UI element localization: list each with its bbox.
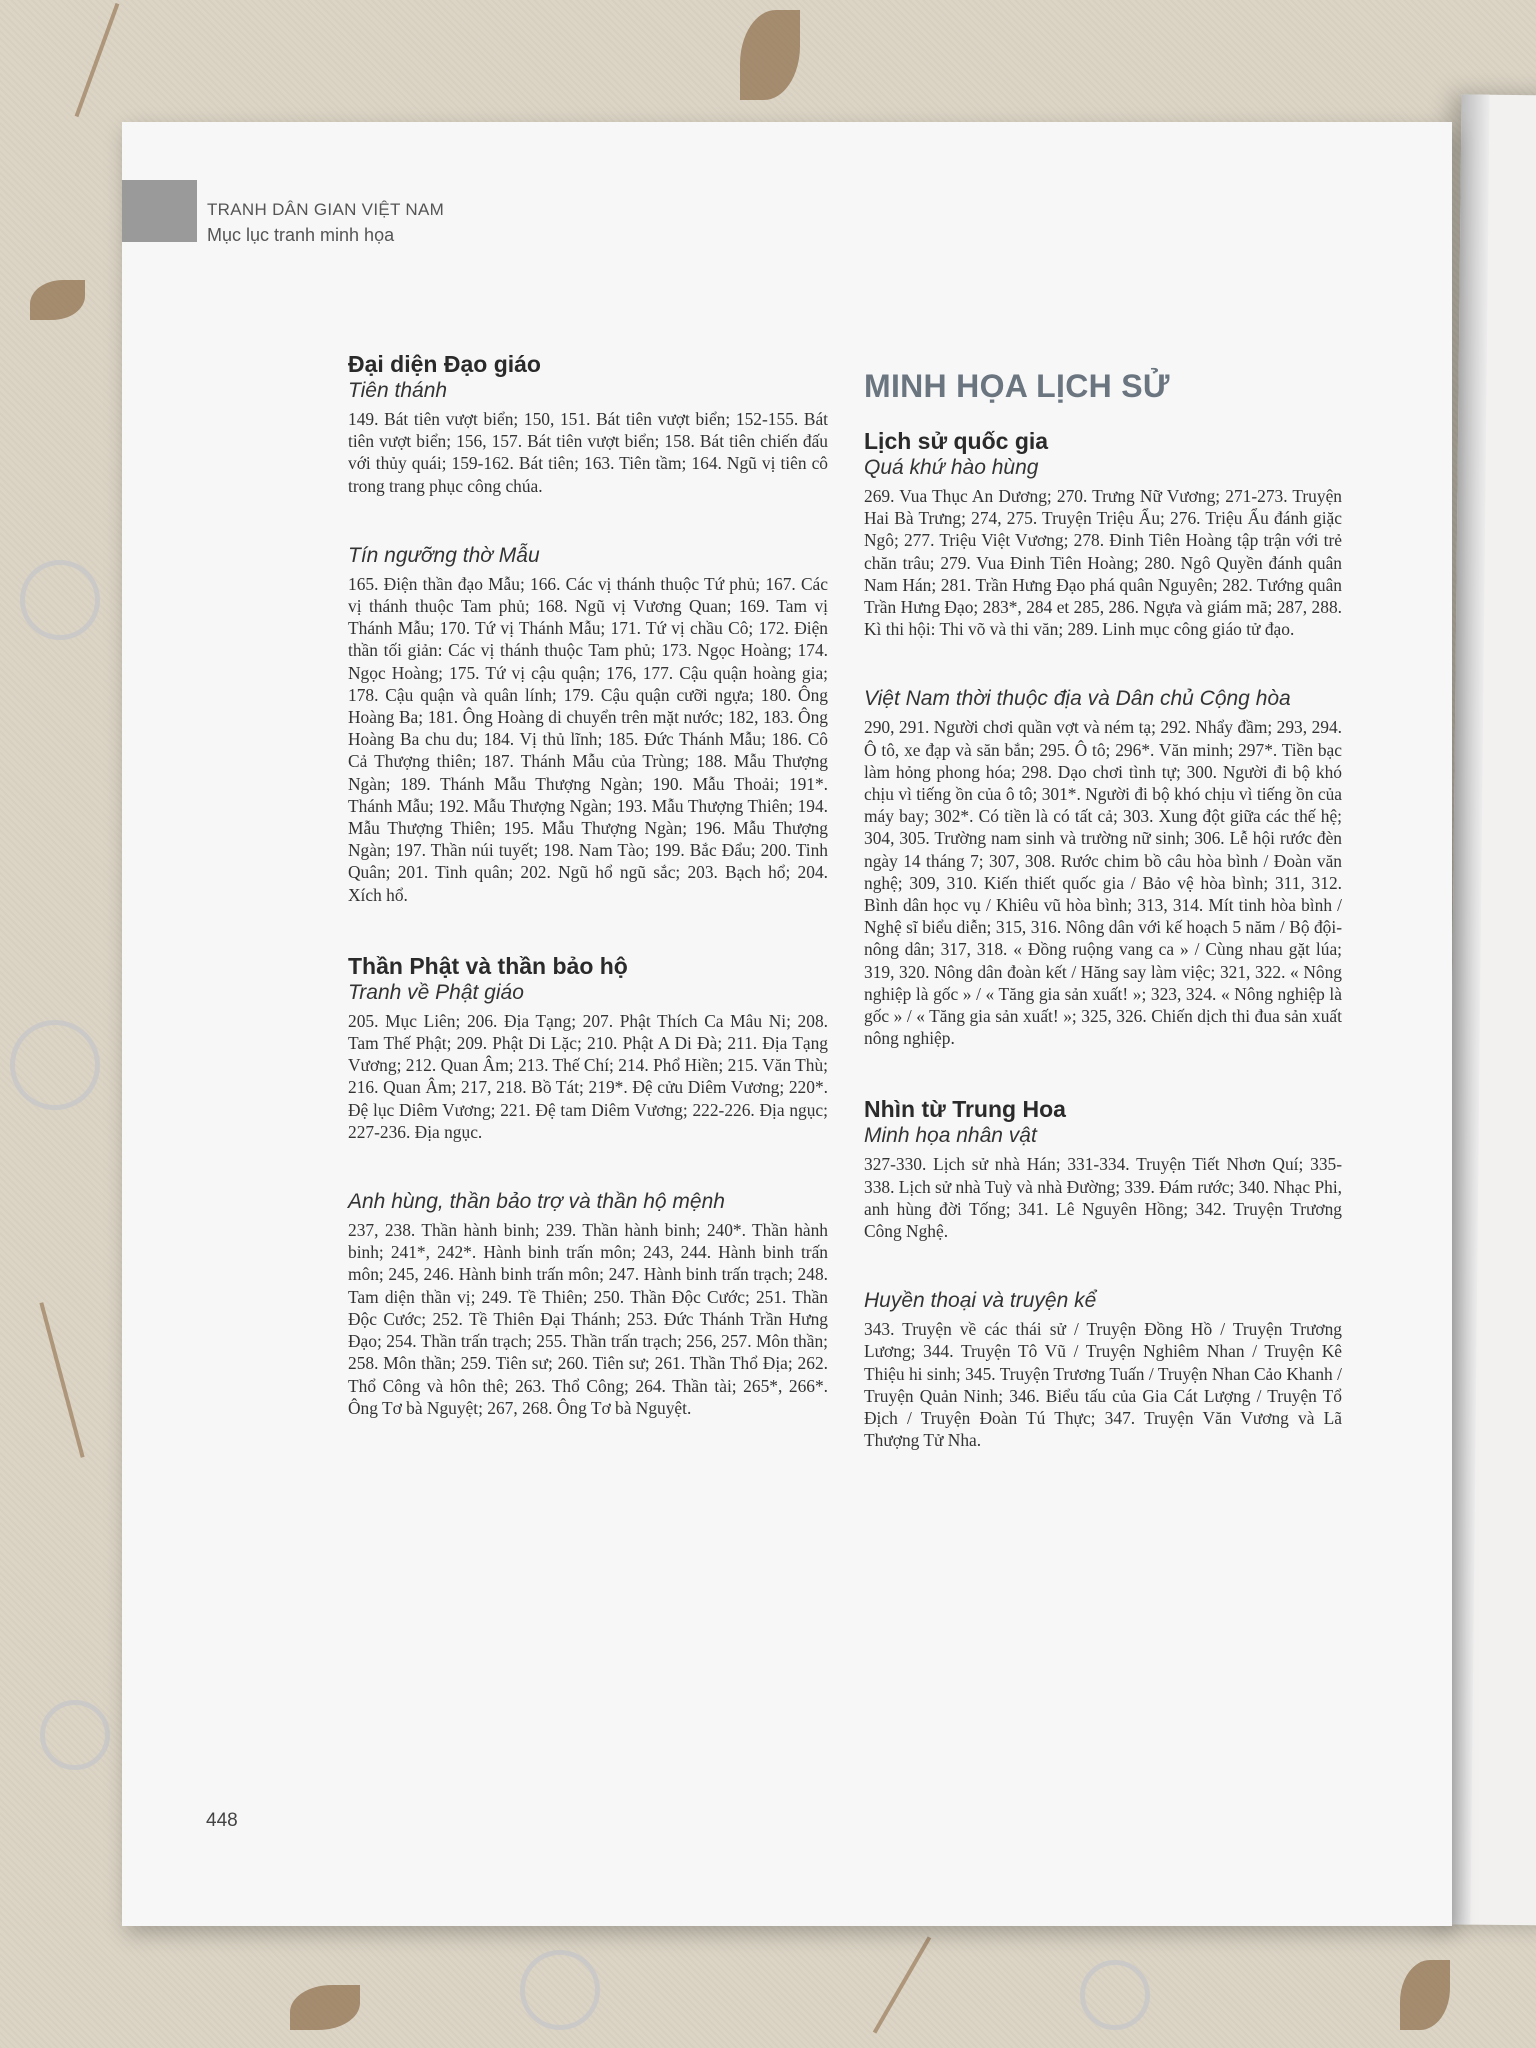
book-page: [122, 122, 1452, 1926]
flower-pattern: [40, 1700, 110, 1770]
section-subtitle: Huyền thoại và truyện kể: [864, 1289, 1097, 1313]
section-body: 327-330. Lịch sử nhà Hán; 331-334. Truyện Tiết Nhơn Quí; 335-338. Lịch sử nhà Tuỳ và nhà Đường; 339. Đám rước; 340. Nhạc Phi, anh hùng đời Tống; 341. Lê Nguyên Hồng; 342. Truyện Trương Công Nghệ.: [864, 1154, 1343, 1242]
page-number: 448: [206, 1810, 238, 1831]
section-subtitle: Quá khứ hào hùng: [864, 456, 1039, 479]
section-subtitle: Việt Nam thời thuộc địa và Dân chủ Cộng hòa: [864, 687, 1291, 711]
section-than-phat: [348, 952, 828, 1143]
section-subtitle: Anh hùng, thần bảo trợ và thần hộ mệnh: [348, 1190, 725, 1214]
stem-pattern: [39, 1302, 84, 1458]
section-huyen-thoai: [864, 1288, 1342, 1451]
section-subtitle: Tín ngưỡng thờ Mẫu: [348, 543, 540, 567]
section-body: 149. Bát tiên vượt biển; 150, 151. Bát tiên vượt biển; 152-155. Bát tiên vượt biển; 156, 157. Bát tiên vượt biển; 158. Bát tiên chiến đấu với thủy quái; 159-162. Bát tiên; 163. Tiên tầm; 164. Ngũ vị tiên cô trong trang phục công chúa.: [348, 409, 828, 496]
flower-pattern: [1080, 1960, 1150, 2030]
running-header-title: TRANH DÂN GIAN VIỆT NAM: [207, 200, 445, 219]
leaf-pattern: [30, 280, 85, 320]
flower-pattern: [10, 1020, 100, 1110]
running-header-subtitle: Mục lục tranh minh họa: [207, 225, 395, 245]
leaf-pattern: [1400, 1960, 1450, 2030]
stem-pattern: [75, 3, 120, 117]
section-body: 205. Mục Liên; 206. Địa Tạng; 207. Phật Thích Ca Mâu Ni; 208. Tam Thế Phật; 209. Phật Di Lặc; 210. Phật A Di Đà; 211. Địa Tạng Vương; 212. Quan Âm; 213. Thế Chí; 214. Phổ Hiền; 215. Văn Thù; 216. Quan Âm; 217, 218. Bồ Tát; 219*. Đệ cửu Diêm Vương; 220*. Đệ lục Diêm Vương; 221. Đệ tam Diêm Vương; 222-226. Địa ngục; 227-236. Địa ngục.: [348, 1010, 828, 1142]
section-body: 269. Vua Thục An Dương; 270. Trưng Nữ Vương; 271-273. Truyện Hai Bà Trưng; 274, 275. Truyện Triệu Ẩu; 276. Triệu Ẩu đánh giặc Ngô; 277. Triệu Việt Vương; 278. Đinh Tiên Hoàng tập trận với trẻ chăn trâu; 279. Vua Đinh Tiên Hoàng; 280. Ngô Quyền đánh quân Nam Hán; 281. Trần Hưng Đạo phá quân Nguyên; 282. Tướng quân Trần Hưng Đạo; 283*, 284 et 285, 286. Ngựa và giám mã; 287, 288. Kì thi hội: Thi võ và thi văn; 289. Linh mục công giáo tử đạo.: [864, 486, 1342, 640]
stem-pattern: [873, 1936, 931, 2033]
section-nhin-tu-trung-hoa: [864, 1095, 1342, 1242]
section-tin-nguong-tho-mau: [348, 543, 828, 906]
left-column: [348, 350, 828, 1465]
section-title: Lịch sử quốc gia: [864, 428, 1049, 454]
section-subtitle: Tranh về Phật giáo: [348, 980, 524, 1004]
chapter-heading: MINH HỌA LỊCH SỬ: [864, 368, 1170, 404]
flower-pattern: [20, 560, 100, 640]
section-title: Thần Phật và thần bảo hộ: [348, 952, 628, 979]
section-subtitle: Minh họa nhân vật: [864, 1124, 1037, 1148]
flower-pattern: [520, 1950, 600, 2030]
section-body: 165. Điện thần đạo Mẫu; 166. Các vị thánh thuộc Tứ phủ; 167. Các vị thánh thuộc Tam phủ; 168. Ngũ vị Vương Quan; 169. Tam vị Thánh Mẫu; 170. Tứ vị Thánh Mẫu; 171. Tứ vị chầu Cô; 172. Điện thần tối giản: Các vị thánh thuộc Tam phủ; 173. Ngọc Hoàng; 174. Ngọc Hoàng; 175. Tứ vị cậu quận; 176, 177. Cậu quận hoàng gia; 178. Cậu quận và quân lính; 179. Cậu quận cưỡi ngựa; 180. Ông Hoàng Ba; 181. Ông Hoàng di chuyển trên mặt nước; 182, 183. Ông Hoàng Ba chu du; 184. Vị thủ lĩnh; 185. Đức Thánh Mẫu; 186. Cô Cả Thượng thiên; 187. Thánh Mẫu của Trùng; 188. Mẫu Thượng Ngàn; 189. Thánh Mẫu Thượng Ngàn; 190. Mẫu Thoải; 191*. Thánh Mẫu; 192. Mẫu Thượng Ngàn; 193. Mẫu Thượng Thiên; 194. Mẫu Thượng Thiên; 195. Mẫu Thượng Ngàn; 196. Mẫu Thượng Ngàn; 197. Thần núi tuyết; 198. Nam Tào; 199. Bắc Đẩu; 200. Tinh Quân; 201. Tinh quân; 202. Ngũ hổ ngũ sắc; 203. Bạch hổ; 204. Xích hổ.: [348, 573, 828, 905]
leaf-pattern: [740, 10, 800, 100]
right-column: [864, 350, 1342, 1498]
section-viet-nam-thuoc-dia: [864, 686, 1342, 1049]
section-title: Nhìn từ Trung Hoa: [864, 1096, 1066, 1123]
section-title: Đại diện Đạo giáo: [348, 351, 541, 377]
section-body: 343. Truyện về các thái sử / Truyện Đồng Hồ / Truyện Trương Lương; 344. Truyện Tô Vũ / Truyện Nghiêm Nhan / Truyện Kê Thiệu hi sinh; 345. Truyện Trương Tuấn / Truyện Nhan Cảo Khanh / Truyện Quản Ninh; 346. Biểu tấu của Gia Cát Lượng / Truyện Tổ Địch / Truyện Đoàn Tú Thực; 347. Truyện Văn Vương và Lã Thượng Tử Nha.: [864, 1319, 1342, 1451]
section-lich-su-quoc-gia: [864, 427, 1342, 640]
header-block: [122, 180, 197, 242]
section-body: 290, 291. Người chơi quần vợt và ném tạ; 292. Nhẩy đầm; 293, 294. Ô tô, xe đạp và săn bắn; 295. Ô tô; 296*. Văn minh; 297*. Tiền bạc làm hỏng phong hóa; 298. Dạo chơi tình tự; 300. Người đi bộ khó chịu vì tiếng ồn của ô tô; 301*. Người đi bộ khó chịu vì tiếng ồn của máy bay; 302*. Có tiền là có tất cả; 303. Xung đột giữa các thế hệ; 304, 305. Trường nam sinh và trường nữ sinh; 306. Lễ hội rước đèn ngày 14 tháng 7; 307, 308. Rước chim bồ câu hòa bình / Đoàn văn nghệ; 309, 310. Kiến thiết quốc gia / Bảo vệ hòa bình; 311, 312. Bình dân học vụ / Khiêu vũ hòa bình; 313, 314. Mít tinh hòa bình / Nghệ sĩ biểu diễn; 315, 316. Nông dân với kế hoạch 5 năm / Bộ đội-nông dân; 317, 318. « Đồng ruộng vang ca » / Cùng nhau gặt lúa; 319, 320. Nông dân đoàn kết / Hăng say làm việc; 321, 322. « Nông nghiệp là gốc » / « Tăng gia sản xuất! »; 323, 324. « Nông nghiệp là gốc » / « Tăng gia sản xuất! »; 325, 326. Chiến dịch thi đua sản xuất nông nghiệp.: [864, 717, 1342, 1049]
leaf-pattern: [290, 1985, 360, 2030]
section-dai-dien-dao-giao: [348, 350, 828, 497]
section-anh-hung: [348, 1189, 828, 1419]
section-subtitle: Tiên thánh: [348, 379, 448, 402]
section-body: 237, 238. Thần hành binh; 239. Thần hành binh; 240*. Thần hành binh; 241*, 242*. Hành binh trấn môn; 243, 244. Hành binh trấn môn; 245, 246. Hành binh trấn môn; 247. Hành binh trấn trạch; 248. Tam diện thần vị; 249. Tề Thiên; 250. Thần Độc Cước; 251. Thần Độc Cước; 252. Tề Thiên Đại Thánh; 253. Đức Thánh Trần Hưng Đạo; 254. Thần trấn trạch; 255. Thần trấn trạch; 256, 257. Môn thần; 258. Môn thần; 259. Tiên sư; 260. Tiên sư; 261. Thần Thổ Địa; 262. Thổ Công và hôn thê; 263. Thổ Công; 264. Thần tài; 265*, 266*. Ông Tơ bà Nguyệt; 267, 268. Ông Tơ bà Nguyệt.: [348, 1220, 828, 1418]
